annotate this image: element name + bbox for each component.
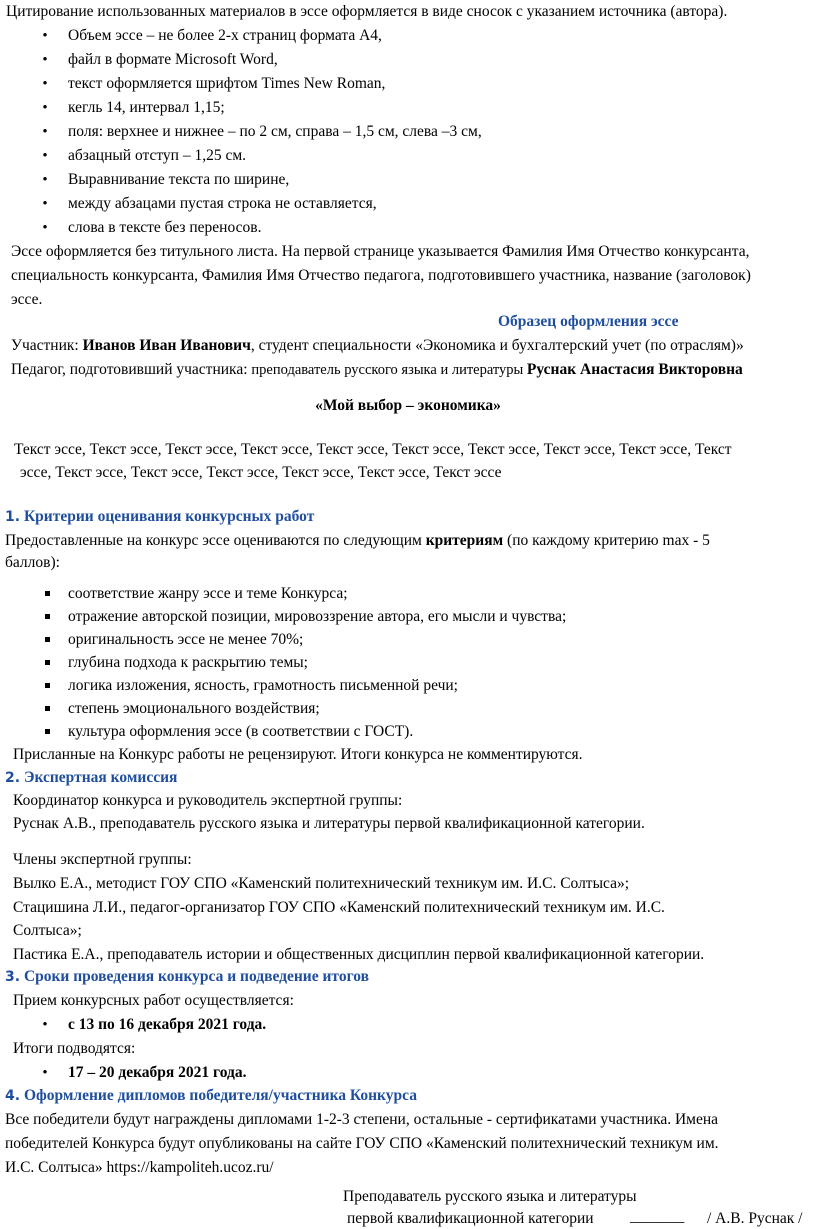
results-label: Итоги подводятся: bbox=[13, 1040, 136, 1057]
section-2-heading: 2. Экспертная комиссия bbox=[5, 769, 178, 786]
square-bullet-icon bbox=[45, 660, 50, 665]
signature-name: / А.В. Руснак / bbox=[707, 1210, 803, 1227]
bullet-icon: • bbox=[42, 124, 48, 140]
bullet-icon: • bbox=[42, 76, 48, 92]
bullet-icon: • bbox=[42, 1017, 48, 1033]
list-item: между абзацами пустая строка не оставляется, bbox=[68, 195, 377, 212]
essay-text-line: Текст эссе, Текст эссе, Текст эссе, Текст эссе, Текст эссе, Текст эссе, Текст эссе, Текст эссе, Текст эссе, Текст bbox=[14, 441, 732, 458]
criteria-intro: Предоставленные на конкурс эссе оцениваются по следующим критериям (по каждому критерию max - 5 bbox=[5, 532, 710, 549]
list-item: степень эмоционального воздействия; bbox=[68, 700, 320, 717]
results-date: 17 – 20 декабря 2021 года. bbox=[68, 1064, 247, 1081]
sample-heading: Образец оформления эссе bbox=[498, 313, 679, 330]
members-label: Члены экспертной группы: bbox=[13, 851, 192, 868]
list-item: слова в тексте без переносов. bbox=[68, 219, 262, 236]
member-line: Стацишина Л.И., педагог-организатор ГОУ СПО «Каменский политехнический техникум им. И.С. bbox=[13, 899, 665, 916]
paragraph-line: Эссе оформляется без титульного листа. На первой странице указывается Фамилия Имя Отчество конкурсанта, bbox=[11, 243, 750, 260]
bullet-icon: • bbox=[42, 28, 48, 44]
section-3-heading: 3. Сроки проведения конкурса и подведение итогов bbox=[5, 968, 369, 985]
list-item: глубина подхода к раскрытию темы; bbox=[68, 654, 308, 671]
criteria-note: Присланные на Конкурс работы не рецензируют. Итоги конкурса не комментируются. bbox=[13, 746, 583, 763]
bullet-icon: • bbox=[42, 148, 48, 164]
signature-line-2: первой квалификационной категории bbox=[347, 1210, 594, 1227]
coordinator: Руснак А.В., преподаватель русского языка и литературы первой квалификационной категории. bbox=[13, 815, 645, 832]
list-item: Выравнивание текста по ширине, bbox=[68, 171, 290, 188]
accept-dates: с 13 по 16 декабря 2021 года. bbox=[68, 1016, 267, 1033]
member-line: Солтыса»; bbox=[13, 922, 82, 939]
paragraph-line: Все победители будут награждены дипломами 1-2-3 степени, остальные - сертификатами участника. Имена bbox=[5, 1111, 719, 1128]
square-bullet-icon bbox=[45, 637, 50, 642]
accept-label: Прием конкурсных работ осуществляется: bbox=[13, 992, 294, 1009]
list-item: кегль 14, интервал 1,15; bbox=[68, 99, 225, 116]
bullet-icon: • bbox=[42, 52, 48, 68]
essay-title: «Мой выбор – экономика» bbox=[315, 397, 501, 414]
paragraph-line: И.С. Солтыса» https://kampoliteh.ucoz.ru/ bbox=[5, 1159, 274, 1176]
list-item: логика изложения, ясность, грамотность письменной речи; bbox=[68, 677, 458, 694]
list-item: отражение авторской позиции, мировоззрение автора, его мысли и чувства; bbox=[68, 608, 567, 625]
list-item: поля: верхнее и нижнее – по 2 см, справа – 1,5 см, слева –3 см, bbox=[68, 123, 482, 140]
list-item: текст оформляется шрифтом Times New Roman, bbox=[68, 75, 386, 92]
square-bullet-icon bbox=[45, 729, 50, 734]
sample-teacher: Педагог, подготовивший участника: преподаватель русского языка и литературы Руснак Анастасия Викторовна bbox=[11, 361, 743, 378]
coordinator-label: Координатор конкурса и руководитель экспертной группы: bbox=[13, 792, 403, 809]
list-item: культура оформления эссе (в соответствии с ГОСТ). bbox=[68, 723, 414, 740]
square-bullet-icon bbox=[45, 591, 50, 596]
sample-participant: Участник: Иванов Иван Иванович, студент специальности «Экономика и бухгалтерский учет (по отраслям)» bbox=[11, 337, 744, 354]
bullet-icon: • bbox=[42, 172, 48, 188]
bullet-icon: • bbox=[42, 100, 48, 116]
paragraph-line: специальность конкурсанта, Фамилия Имя Отчество педагога, подготовившего участника, название (заголовок) bbox=[11, 267, 751, 284]
signature-line-1: Преподаватель русского языка и литературы bbox=[343, 1188, 637, 1205]
section-1-heading: 1. Критерии оценивания конкурсных работ bbox=[5, 508, 315, 525]
square-bullet-icon bbox=[45, 614, 50, 619]
bullet-icon: • bbox=[42, 196, 48, 212]
square-bullet-icon bbox=[45, 683, 50, 688]
intro-text: Цитирование использованных материалов в эссе оформляется в виде сносок с указанием источника (автора). bbox=[6, 3, 728, 20]
section-4-heading: 4. Оформление дипломов победителя/участника Конкурса bbox=[5, 1087, 417, 1104]
member-line: Вылко Е.А., методист ГОУ СПО «Каменский политехнический техникум им. И.С. Солтыса»; bbox=[13, 875, 630, 892]
square-bullet-icon bbox=[45, 706, 50, 711]
list-item: абзацный отступ – 1,25 см. bbox=[68, 147, 247, 164]
list-item: Объем эссе – не более 2-х страниц формата А4, bbox=[68, 27, 382, 44]
signature-blank: _______ bbox=[630, 1208, 685, 1225]
list-item: оригинальность эссе не менее 70%; bbox=[68, 631, 304, 648]
essay-text-line: эссе, Текст эссе, Текст эссе, Текст эссе, Текст эссе, Текст эссе, Текст эссе bbox=[20, 464, 502, 481]
list-item: файл в формате Microsoft Word, bbox=[68, 51, 278, 68]
list-item: соответствие жанру эссе и теме Конкурса; bbox=[68, 585, 348, 602]
bullet-icon: • bbox=[42, 1065, 48, 1081]
bullet-icon: • bbox=[42, 220, 48, 236]
member-line: Пастика Е.А., преподаватель истории и общественных дисциплин первой квалификационной категории. bbox=[13, 946, 705, 963]
criteria-intro: баллов): bbox=[5, 554, 60, 571]
paragraph-line: эссе. bbox=[11, 291, 43, 308]
paragraph-line: победителей Конкурса будут опубликованы на сайте ГОУ СПО «Каменский политехнический техникум им. bbox=[5, 1135, 719, 1152]
